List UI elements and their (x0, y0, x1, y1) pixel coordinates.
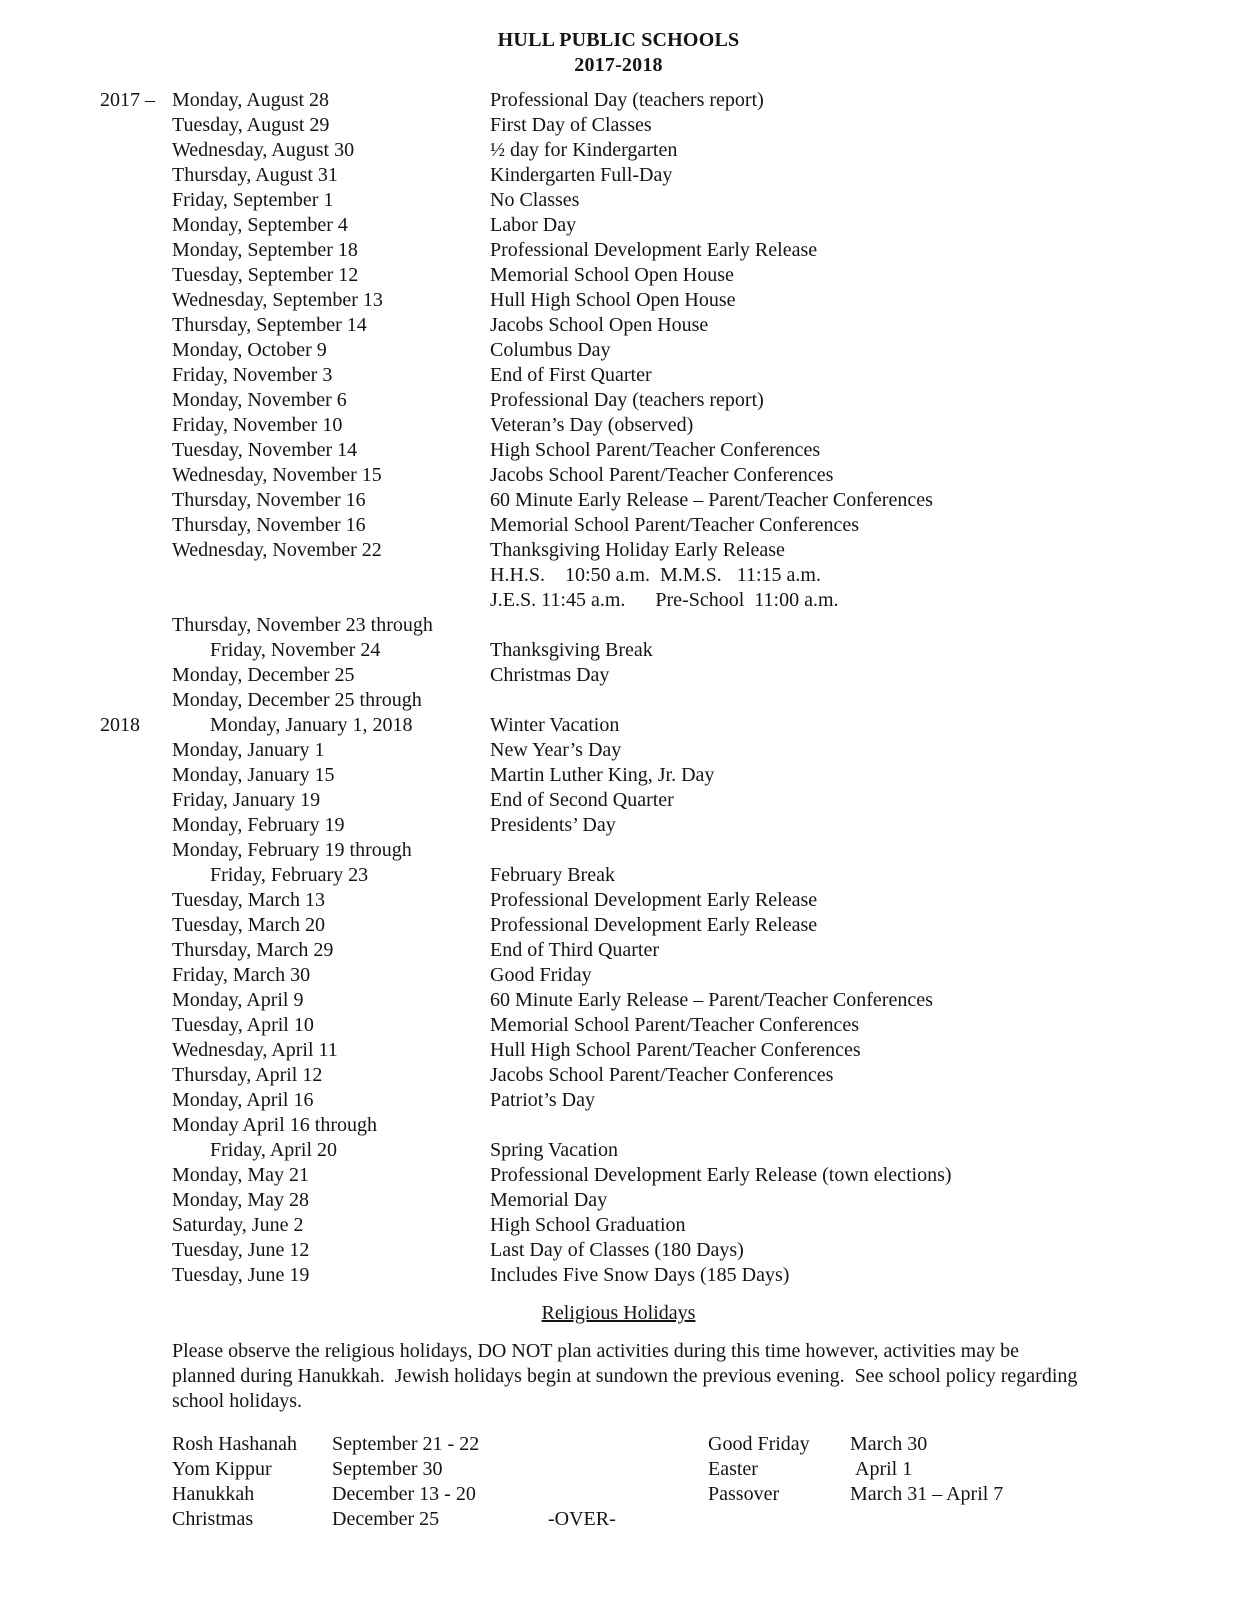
schedule-row (100, 1263, 1237, 1288)
schedule-row (100, 463, 1237, 488)
date-cell: Monday, May 28 (172, 1189, 310, 1211)
date-cell: Wednesday, April 11 (172, 1039, 338, 1061)
date-cell: Thursday, November 16 (172, 489, 366, 511)
date-cell: Monday, January 1 (172, 739, 325, 761)
date-cell: Tuesday, June 19 (172, 1264, 310, 1286)
date-cell: Wednesday, November 15 (172, 464, 382, 486)
holiday-cell: Rosh Hashanah (172, 1433, 297, 1455)
schedule-row (100, 1038, 1237, 1063)
event-cell: Thanksgiving Break (490, 639, 653, 661)
date-cell: Saturday, June 2 (172, 1214, 304, 1236)
date-cell: Thursday, August 31 (172, 164, 338, 186)
date-cell: Friday, January 19 (172, 789, 321, 811)
event-cell: Hull High School Parent/Teacher Conferences (490, 1039, 861, 1061)
date-cell: Monday April 16 through (172, 1114, 377, 1136)
event-cell: New Year’s Day (490, 739, 622, 761)
date-cell: Thursday, April 12 (172, 1064, 323, 1086)
event-cell: Jacobs School Parent/Teacher Conferences (490, 464, 834, 486)
event-cell: 60 Minute Early Release – Parent/Teacher Conferences (490, 489, 933, 511)
page-subtitle: 2017-2018 (574, 54, 663, 76)
date-cell: Monday, January 1, 2018 (210, 714, 413, 736)
holiday-cell: September 21 - 22 (332, 1433, 480, 1455)
year-label: 2017 – (100, 89, 155, 111)
date-cell: Wednesday, November 22 (172, 539, 382, 561)
event-cell: End of Third Quarter (490, 939, 660, 961)
schedule-row (100, 138, 1237, 163)
date-cell: Monday, December 25 through (172, 689, 422, 711)
event-cell: Professional Development Early Release (490, 239, 818, 261)
event-cell: No Classes (490, 189, 580, 211)
religious-holidays-heading: Religious Holidays (541, 1302, 696, 1324)
event-cell: Columbus Day (490, 339, 611, 361)
holiday-cell: December 25 (332, 1508, 440, 1530)
event-cell: Jacobs School Open House (490, 314, 709, 336)
date-cell: Friday, November 3 (172, 364, 333, 386)
event-cell: Professional Development Early Release (490, 914, 818, 936)
holiday-cell: Yom Kippur (172, 1458, 272, 1480)
date-cell: Thursday, November 23 through (172, 614, 433, 636)
document-header (0, 28, 1237, 78)
date-cell: Friday, November 24 (210, 639, 381, 661)
schedule-row (100, 288, 1237, 313)
event-cell: Good Friday (490, 964, 592, 986)
schedule-row (100, 163, 1237, 188)
schedule-row (100, 1013, 1237, 1038)
schedule-row (100, 1063, 1237, 1088)
event-cell: February Break (490, 864, 615, 886)
schedule-row (100, 513, 1237, 538)
event-cell: Martin Luther King, Jr. Day (490, 764, 715, 786)
event-cell: Labor Day (490, 214, 577, 236)
schedule-row (100, 663, 1237, 688)
holiday-cell (850, 1507, 1237, 1532)
date-cell: Tuesday, April 10 (172, 1014, 314, 1036)
religious-holidays-table (172, 1432, 1237, 1532)
event-cell: High School Parent/Teacher Conferences (490, 439, 821, 461)
date-cell: Tuesday, March 20 (172, 914, 325, 936)
event-cell: Patriot’s Day (490, 1089, 595, 1111)
schedule-row (100, 238, 1237, 263)
date-cell: Tuesday, June 12 (172, 1239, 310, 1261)
holiday-cell: -OVER- (548, 1508, 616, 1530)
schedule-row (100, 813, 1237, 838)
schedule-list (100, 88, 1237, 1288)
schedule-row (100, 263, 1237, 288)
schedule-row (100, 838, 1237, 863)
event-cell: H.H.S. 10:50 a.m. M.M.S. 11:15 a.m. (490, 564, 821, 586)
schedule-row (100, 1163, 1237, 1188)
date-cell: Friday, March 30 (172, 964, 311, 986)
date-cell: Thursday, March 29 (172, 939, 334, 961)
schedule-row (100, 313, 1237, 338)
holiday-cell (548, 1482, 708, 1507)
schedule-row (100, 888, 1237, 913)
holiday-cell: March 31 – April 7 (850, 1483, 1004, 1505)
schedule-row (100, 1088, 1237, 1113)
schedule-row (100, 538, 1237, 563)
schedule-row (100, 388, 1237, 413)
event-cell: Professional Development Early Release (490, 889, 818, 911)
holiday-cell: September 30 (332, 1458, 443, 1480)
schedule-row (100, 863, 1237, 888)
event-cell: Memorial School Parent/Teacher Conferences (490, 514, 860, 536)
schedule-row (100, 938, 1237, 963)
holiday-cell (548, 1457, 708, 1482)
date-cell: Monday, October 9 (172, 339, 327, 361)
event-cell: Veteran’s Day (observed) (490, 414, 694, 436)
date-cell: Monday, April 9 (172, 989, 304, 1011)
schedule-row (100, 338, 1237, 363)
event-cell: Professional Development Early Release (town elections) (490, 1164, 952, 1186)
date-cell: Monday, September 18 (172, 239, 358, 261)
event-cell: Memorial School Open House (490, 264, 734, 286)
schedule-row (100, 788, 1237, 813)
schedule-row (100, 113, 1237, 138)
date-cell: Tuesday, September 12 (172, 264, 359, 286)
schedule-row (100, 1138, 1237, 1163)
holiday-cell: December 13 - 20 (332, 1483, 476, 1505)
schedule-row (100, 763, 1237, 788)
holiday-cell: Easter (708, 1458, 758, 1480)
date-cell: Monday, April 16 (172, 1089, 314, 1111)
schedule-row (100, 213, 1237, 238)
date-cell: Monday, May 21 (172, 1164, 310, 1186)
schedule-row (100, 438, 1237, 463)
schedule-row (100, 413, 1237, 438)
holiday-cell: March 30 (850, 1433, 928, 1455)
event-cell: ½ day for Kindergarten (490, 139, 678, 161)
holiday-cell: Christmas (172, 1508, 254, 1530)
schedule-row (100, 638, 1237, 663)
schedule-row (100, 588, 1237, 613)
date-cell: Monday, November 6 (172, 389, 347, 411)
schedule-row (100, 1188, 1237, 1213)
holiday-cell: Hanukkah (172, 1483, 255, 1505)
date-cell: Thursday, September 14 (172, 314, 367, 336)
holiday-cell (708, 1507, 850, 1532)
schedule-row (100, 363, 1237, 388)
date-cell: Tuesday, August 29 (172, 114, 330, 136)
date-cell: Monday, September 4 (172, 214, 348, 236)
event-cell: End of First Quarter (490, 364, 652, 386)
event-cell: Professional Day (teachers report) (490, 389, 764, 411)
event-cell: Thanksgiving Holiday Early Release (490, 539, 785, 561)
event-cell: J.E.S. 11:45 a.m. Pre-School 11:00 a.m. (490, 589, 839, 611)
holiday-cell: Passover (708, 1483, 780, 1505)
schedule-row (100, 713, 1237, 738)
event-cell: Jacobs School Parent/Teacher Conferences (490, 1064, 834, 1086)
event-cell: Professional Day (teachers report) (490, 89, 764, 111)
event-cell: Christmas Day (490, 664, 610, 686)
schedule-row (100, 488, 1237, 513)
event-cell: Memorial Day (490, 1189, 608, 1211)
date-cell: Wednesday, August 30 (172, 139, 355, 161)
schedule-row (100, 188, 1237, 213)
page-title: HULL PUBLIC SCHOOLS (497, 29, 740, 51)
event-cell: Presidents’ Day (490, 814, 616, 836)
event-cell: Last Day of Classes (180 Days) (490, 1239, 744, 1261)
event-cell: Memorial School Parent/Teacher Conferences (490, 1014, 860, 1036)
schedule-row (100, 88, 1237, 113)
schedule-row (100, 563, 1237, 588)
date-cell: Friday, February 23 (210, 864, 369, 886)
religious-holidays-note: Please observe the religious holidays, DO NOT plan activities during this time however, activities may be planned during Hanukkah. Jewish holidays begin at sundown the previous evening. See school policy regarding school holidays. (172, 1340, 1083, 1412)
schedule-row (100, 1213, 1237, 1238)
date-cell: Thursday, November 16 (172, 514, 366, 536)
date-cell: Friday, November 10 (172, 414, 343, 436)
holiday-cell: Good Friday (708, 1433, 810, 1455)
date-cell: Wednesday, September 13 (172, 289, 383, 311)
event-cell: Winter Vacation (490, 714, 620, 736)
schedule-row (100, 1238, 1237, 1263)
event-cell: High School Graduation (490, 1214, 686, 1236)
date-cell: Monday, December 25 (172, 664, 355, 686)
event-cell: Includes Five Snow Days (185 Days) (490, 1264, 790, 1286)
schedule-row (100, 1113, 1237, 1138)
date-cell: Tuesday, November 14 (172, 439, 358, 461)
date-cell: Monday, August 28 (172, 89, 330, 111)
holiday-cell (548, 1432, 708, 1457)
schedule-row (100, 963, 1237, 988)
year-label: 2018 (100, 714, 140, 736)
schedule-row (100, 913, 1237, 938)
event-cell: Spring Vacation (490, 1139, 618, 1161)
holiday-cell: April 1 (850, 1458, 913, 1480)
date-cell: Monday, January 15 (172, 764, 335, 786)
event-cell: 60 Minute Early Release – Parent/Teacher Conferences (490, 989, 933, 1011)
date-cell: Monday, February 19 (172, 814, 345, 836)
date-cell: Friday, April 20 (210, 1139, 338, 1161)
event-cell: First Day of Classes (490, 114, 652, 136)
schedule-row (100, 738, 1237, 763)
date-cell: Tuesday, March 13 (172, 889, 325, 911)
date-cell: Friday, September 1 (172, 189, 334, 211)
event-cell: End of Second Quarter (490, 789, 674, 811)
schedule-row (100, 613, 1237, 638)
event-cell: Kindergarten Full-Day (490, 164, 673, 186)
schedule-row (100, 988, 1237, 1013)
date-cell: Monday, February 19 through (172, 839, 412, 861)
event-cell: Hull High School Open House (490, 289, 736, 311)
schedule-row (100, 688, 1237, 713)
